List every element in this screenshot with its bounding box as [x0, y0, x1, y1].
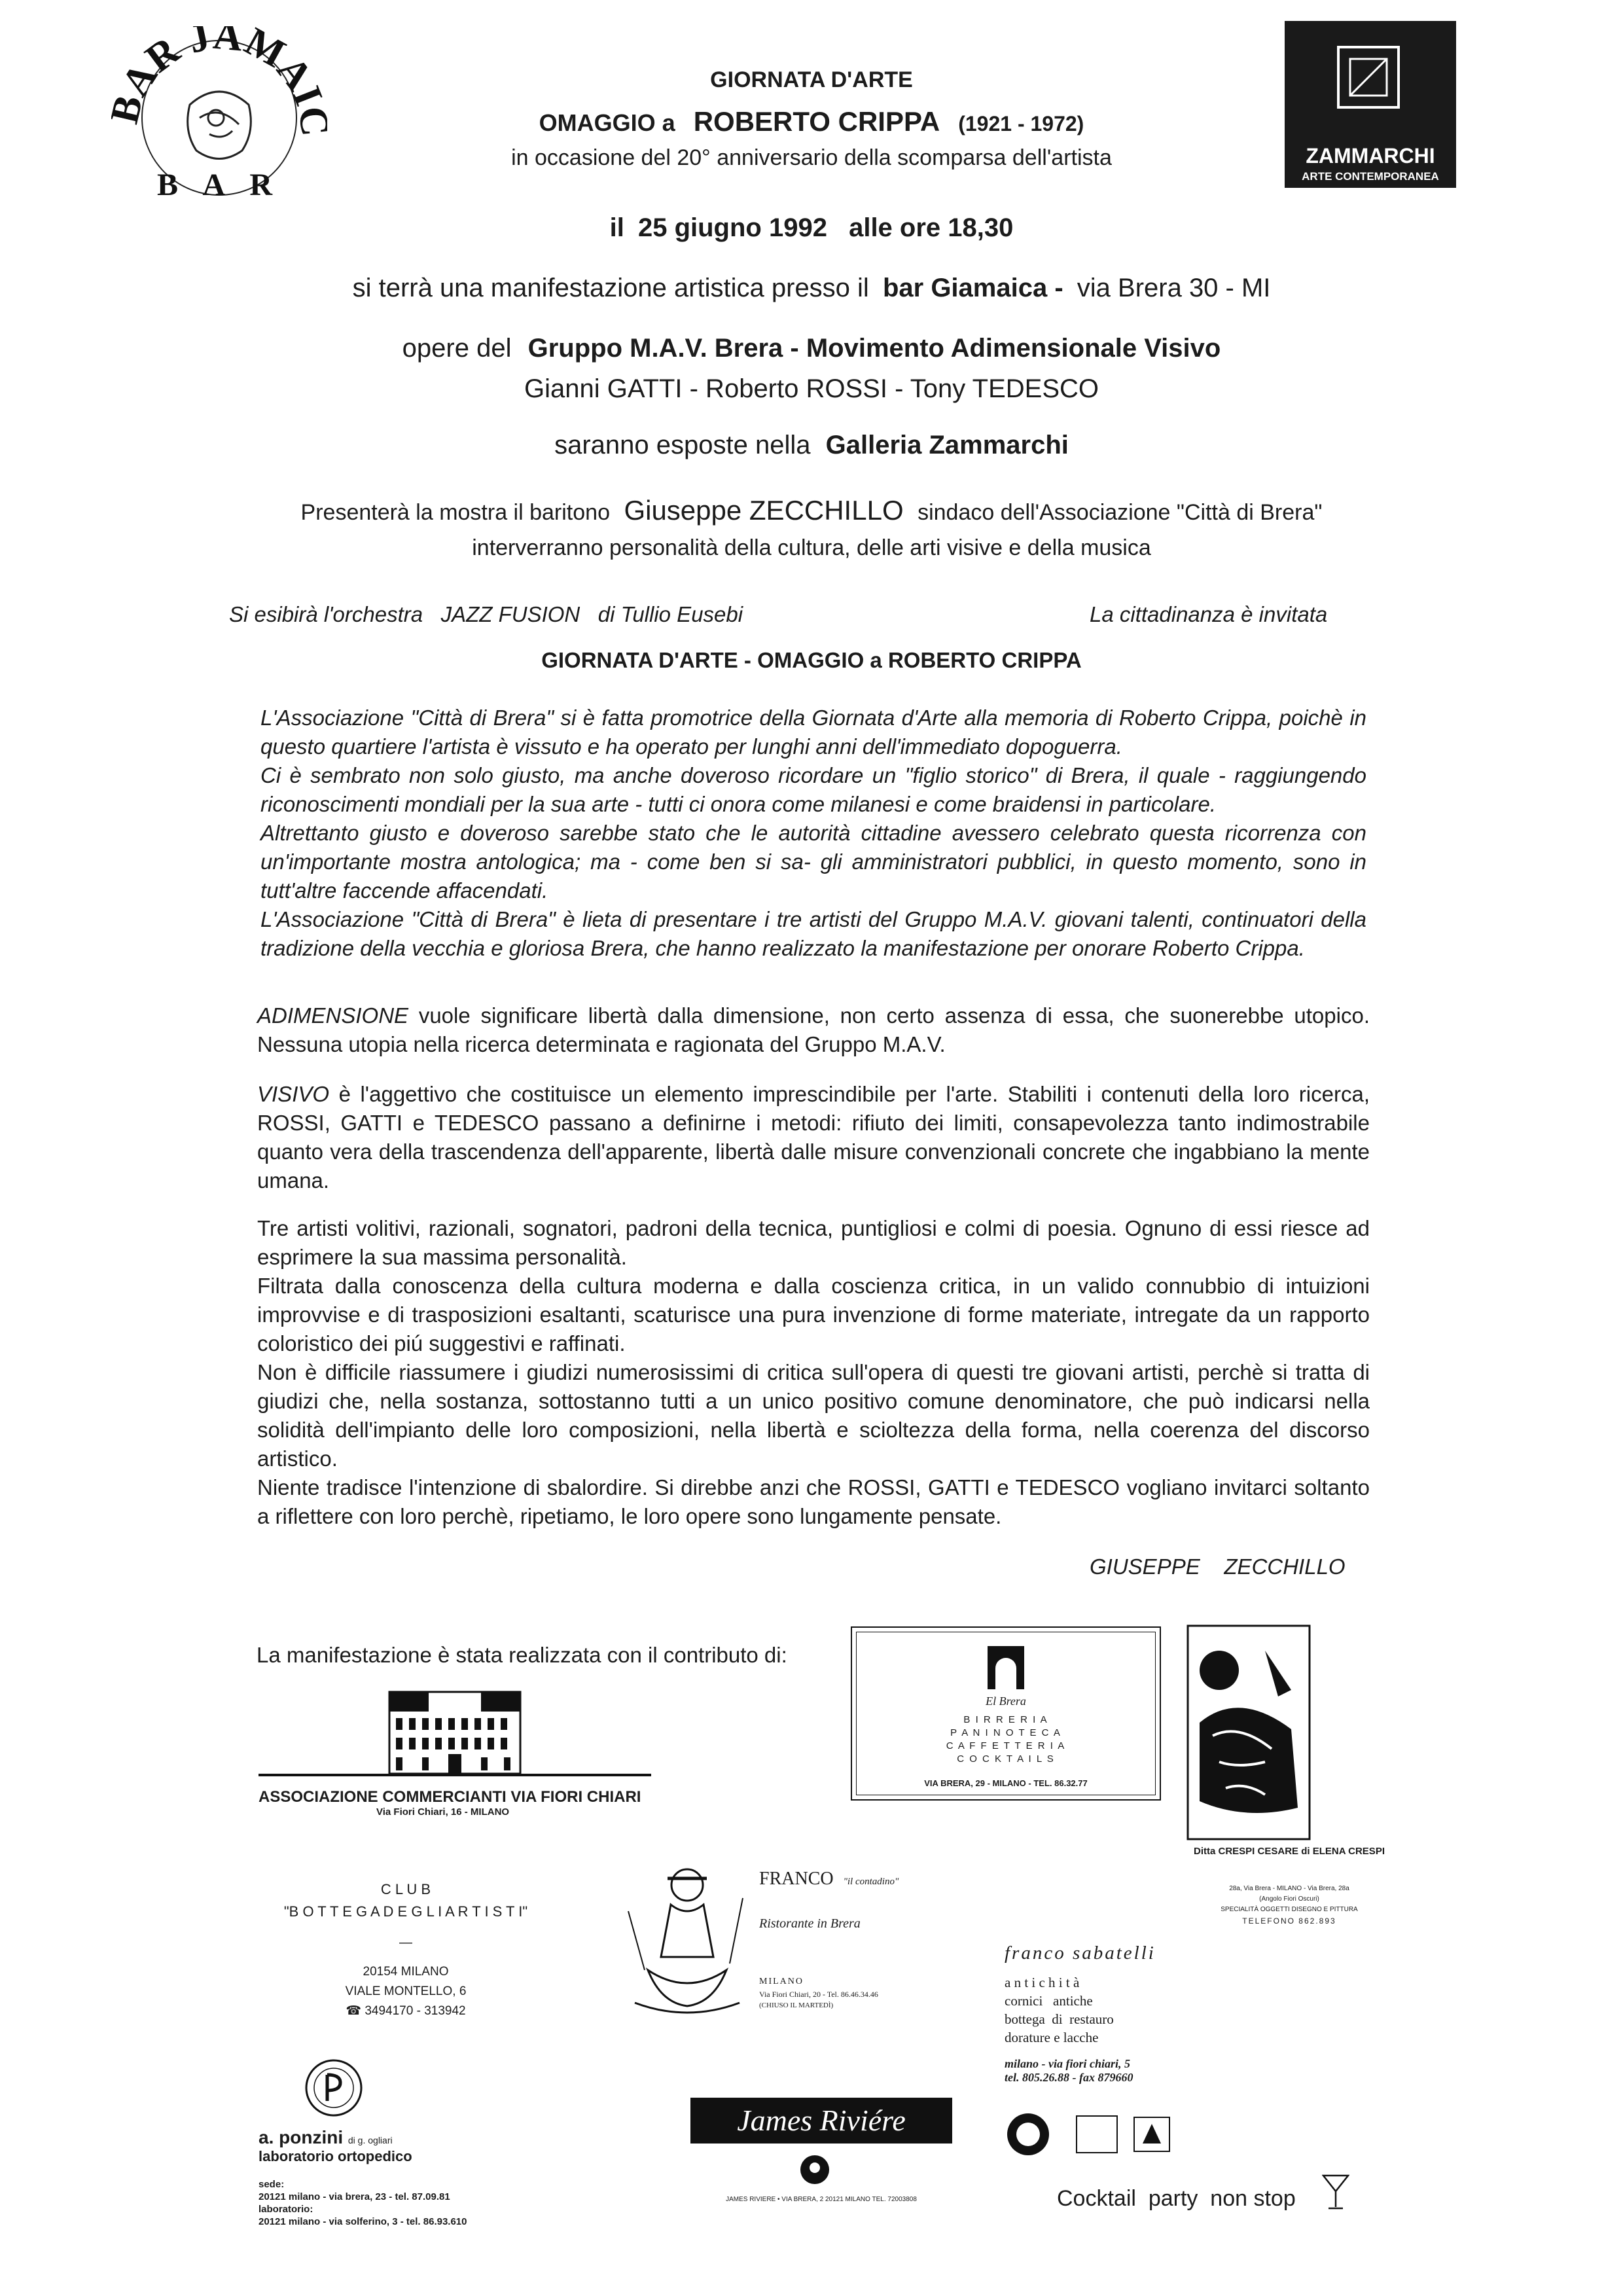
zammarchi-name: ZAMMARCHI: [1306, 144, 1435, 168]
event-works-group: Gruppo M.A.V. Brera - Movimento Adimensionale Visivo: [527, 334, 1221, 363]
header-years: (1921 - 1972): [958, 112, 1084, 135]
crespi-name: Ditta CRESPI CESARE di ELENA CRESPI: [1194, 1846, 1385, 1857]
club-line: 20154 MILANO: [363, 1965, 449, 1979]
sponsors-intro: La manifestazione è stata realizzata con il contributo di:: [257, 1643, 787, 1667]
header-omaggio: OMAGGIO a: [539, 109, 675, 136]
intro-paragraph: L'Associazione "Città di Brera" è lieta di presentare i tre artisti del Gruppo M.A.V. giovani talenti, continuatori della tradizione della vecchia e gloriosa Brera, che hanno realizzato la manifestazione per onorare Roberto Crippa.: [260, 907, 1366, 960]
event-works-line: [0, 334, 1623, 363]
franco-nick: "il contadino": [843, 1876, 899, 1887]
el-brera-line: C O C K T A I L S: [957, 1753, 1055, 1765]
el-brera-line: C A F F E T T E R I A: [946, 1740, 1066, 1751]
signature: GIUSEPPE ZECCHILLO: [1090, 1554, 1346, 1579]
franco-line: MILANO: [759, 1977, 804, 1986]
event-venue-name: bar Giamaica -: [882, 274, 1063, 302]
crespi-line: SPECIALITÀ OGGETTI DISEGNO E PITTURA: [1221, 1906, 1358, 1913]
crespi-line: TELEFONO 862.893: [1242, 1916, 1336, 1926]
event-date-prefix: il: [609, 213, 624, 242]
svg-text:BAR JAMAICA BAR: AR JAMAI: [113, 26, 327, 112]
sabatelli-line: bottega di restauro: [1005, 2011, 1114, 2027]
franco-logo: [622, 1859, 936, 2042]
assoc-name: ASSOCIAZIONE COMMERCIANTI VIA FIORI CHIARI: [259, 1788, 641, 1806]
event-venue-line: [0, 274, 1623, 303]
event-present-post: sindaco dell'Associazione "Città di Brera": [918, 500, 1323, 525]
final-block: [257, 1214, 1370, 1531]
james-riviere-logotype: James Riviére: [737, 2104, 906, 2137]
sabatelli-addr1: milano - via fiori chiari, 5: [1005, 2057, 1131, 2070]
event-venue-pre: si terrà una manifestazione artistica presso il: [352, 274, 869, 302]
franco-type: Ristorante in Brera: [759, 1916, 861, 1931]
ponzini-name: a. ponzini: [259, 2127, 344, 2147]
assoc-addr: Via Fiori Chiari, 16 - MILANO: [376, 1806, 510, 1818]
header-line3: in occasione del 20° anniversario della scomparsa dell'artista: [511, 145, 1112, 170]
club-line: —: [399, 1935, 412, 1950]
header-name: ROBERTO CRIPPA: [693, 106, 940, 137]
club-line: "B O T T E G A D E G L I A R T I S T I": [283, 1903, 528, 1920]
james-riviere-seal: [798, 2153, 831, 2186]
ponzini-sub: di g. ogliari: [348, 2135, 393, 2145]
ponzini-line: 20121 milano - via brera, 23 - tel. 87.09.81: [259, 2191, 450, 2202]
el-brera-title: El Brera: [986, 1695, 1026, 1708]
cocktail-text: Cocktail party non stop: [1057, 2186, 1296, 2211]
event-gallery-pre: saranno esposte nella: [554, 431, 811, 459]
crespi-line: (Angolo Fiori Oscuri): [1259, 1895, 1319, 1903]
sabatelli-addr2: tel. 805.26.88 - fax 879660: [1005, 2071, 1133, 2084]
adimensione-text: vuole significare libertà dalla dimensione, non certo assenza di essa, che suonerebbe utopico. Nessuna utopia nella ricerca determinata e ragionata del Gruppo M.A.V.: [257, 1003, 1370, 1056]
ponzini-line: 20121 milano - via solferino, 3 - tel. 86.93.610: [259, 2216, 467, 2227]
event-gallery-line: [0, 431, 1623, 460]
intro-block: [260, 704, 1366, 963]
building-icon: [259, 1685, 664, 1784]
zammarchi-sub: ARTE CONTEMPORANEA: [1302, 170, 1439, 183]
franco-name: [759, 1869, 899, 1890]
visivo-word: VISIVO: [257, 1082, 330, 1106]
final-paragraph: Non è difficile riassumere i giudizi numerosissimi di critica sull'opera di questi tre giovani artisti, perchè si tratta di giudizi che, nella sostanza, sottostanno tutti a un unico positivo comune denominatore, che può indicarsi nella solidità dell'impianto delle loro composizioni, nella libertà e scioltezza della forma, nella coerenza del discorso artistico.: [257, 1360, 1370, 1471]
club-line: ☎ 3494170 - 313942: [346, 2004, 466, 2018]
adimensione-word: ADIMENSIONE: [257, 1003, 409, 1028]
adimensione-paragraph: [257, 1001, 1370, 1059]
final-paragraph: Niente tradisce l'intenzione di sbalordire. Si direbbe anzi che ROSSI, GATTI e TEDESCO vogliano invitarci soltanto a riflettere con loro perchè, ripetiamo, le loro opere sono lungamente pensate.: [257, 1475, 1370, 1528]
event-gallery-name: Galleria Zammarchi: [825, 431, 1069, 459]
artist-illustration-icon: [1186, 1624, 1311, 1840]
event-artists: Gianni GATTI - Roberto ROSSI - Tony TEDESCO: [524, 374, 1099, 403]
svg-text:B A R: B A R: [156, 168, 282, 202]
franco-line: Via Fiori Chiari, 20 - Tel. 86.46.34.46: [759, 1990, 878, 1999]
crespi-line: 28a, Via Brera - MILANO - Via Brera, 28a: [1229, 1885, 1349, 1892]
club-line: C L U B: [380, 1881, 431, 1897]
cocktail-glass-icon: [1322, 2174, 1349, 2211]
event-subtitle: GIORNATA D'ARTE - OMAGGIO a ROBERTO CRIPPA: [541, 648, 1082, 672]
sabatelli-logo: [1005, 1943, 1299, 2085]
event-venue-addr: via Brera 30 - MI: [1077, 274, 1271, 302]
event-invite: La cittadinanza è invitata: [1090, 602, 1328, 626]
event-present-line: [0, 495, 1623, 526]
event-works-pre: opere del: [402, 334, 512, 363]
intro-paragraph: Altrettanto giusto e doveroso sarebbe stato che le autorità cittadine avessero celebrato questa ricorrenza con un'importante mostra antologica; ma - come ben si sa- gli amministratori pubblici, in questo momento, sono in tutt'altre faccende affacendati.: [260, 821, 1366, 903]
james-riviere-logo: [690, 2098, 952, 2144]
el-brera-line: B I R R E R I A: [963, 1714, 1048, 1725]
header-line2: [0, 106, 1623, 137]
final-paragraph: Filtrata dalla conoscenza della cultura moderna e dalla coscienza critica, in un valido connubbio di intuizioni improvvise e di trasposizioni esaltanti, scaturisce una pura invenzione di forme materiate, intregate da un rapporto coloristico dei piú suggestivi e raffinati.: [257, 1274, 1370, 1355]
visivo-text: è l'aggettivo che costituisce un elemento imprescindibile per l'arte. Stabiliti i contenuti della loro ricerca, ROSSI, GATTI e TEDESCO passano a definirne i metodi: rifiuto dei limiti, consapevolezza tanto indimostrabile quanto vera della trascendenza dell'apparente, libertà dalle misure convenzionali concrete che ingabbiano la mente umana.: [257, 1082, 1370, 1193]
final-paragraph: Tre artisti volitivi, razionali, sognatori, padroni della tecnica, puntigliosi e colmi di poesia. Ognuno di essi riesce ad esprimere la sua massima personalità.: [257, 1216, 1370, 1269]
ponzini-type: laboratorio ortopedico: [259, 2148, 412, 2164]
assoc-logo: [259, 1685, 664, 1829]
el-brera-line: P A N I N O T E C A: [950, 1727, 1061, 1738]
sabatelli-badges: [1005, 2111, 1201, 2157]
intro-paragraph: Ci è sembrato non solo giusto, ma anche doveroso ricordare un "figlio storico" di Brera, il quale - raggiungendo riconoscimenti mondiali per la sua arte - tutti ci onora come milanesi e come braidensi in particolare.: [260, 763, 1366, 816]
farmer-illustration-icon: [622, 1859, 753, 2029]
arch-icon: [986, 1645, 1026, 1691]
event-date-line: [0, 213, 1623, 243]
event-orchestra: Si esibirà l'orchestra JAZZ FUSION di Tullio Eusebi: [229, 602, 743, 626]
james-riviere-addr: JAMES RIVIERE • VIA BRERA, 2 20121 MILANO TEL. 72003808: [726, 2196, 917, 2203]
club-line: VIALE MONTELLO, 6: [345, 1984, 467, 1998]
orthopedic-seal-icon: [304, 2058, 363, 2117]
ponzini-line: sede:: [259, 2179, 285, 2190]
header-line1: GIORNATA D'ARTE: [710, 67, 913, 92]
club-logo: [249, 1878, 563, 2021]
sabatelli-line: cornici antiche: [1005, 1993, 1093, 2009]
crespi-logo: [1178, 1624, 1400, 1860]
franco-name-text: FRANCO: [759, 1869, 834, 1889]
ponzini-line: laboratorio:: [259, 2204, 313, 2215]
seal-icon: [798, 2153, 831, 2186]
intro-paragraph: L'Associazione "Città di Brera" si è fatta promotrice della Giornata d'Arte alla memoria di Roberto Crippa, poichè in questo quartiere l'artista è vissuto e ha operato per lunghi anni dell'immediato dopoguerra.: [260, 706, 1366, 759]
association-badges-icon: [1005, 2111, 1201, 2157]
event-present-name: Giuseppe ZECCHILLO: [624, 495, 904, 526]
el-brera-logo: [851, 1626, 1161, 1801]
ponzini-logo: [259, 2058, 599, 2228]
event-present-pre: Presenterà la mostra il baritono: [300, 500, 610, 525]
sabatelli-line: dorature e lacche: [1005, 2030, 1099, 2045]
sabatelli-name: franco sabatelli: [1005, 1943, 1156, 1964]
sabatelli-line: a n t i c h i t à: [1005, 1975, 1080, 1990]
event-time: alle ore 18,30: [849, 213, 1014, 242]
event-date: 25 giugno 1992: [637, 213, 827, 242]
event-interv: interverranno personalità della cultura, delle arti visive e della musica: [472, 535, 1151, 560]
franco-line: (CHIUSO IL MARTEDÌ): [759, 2001, 834, 2009]
visivo-paragraph: [257, 1080, 1370, 1195]
el-brera-addr: VIA BRERA, 29 - MILANO - TEL. 86.32.77: [924, 1778, 1088, 1788]
